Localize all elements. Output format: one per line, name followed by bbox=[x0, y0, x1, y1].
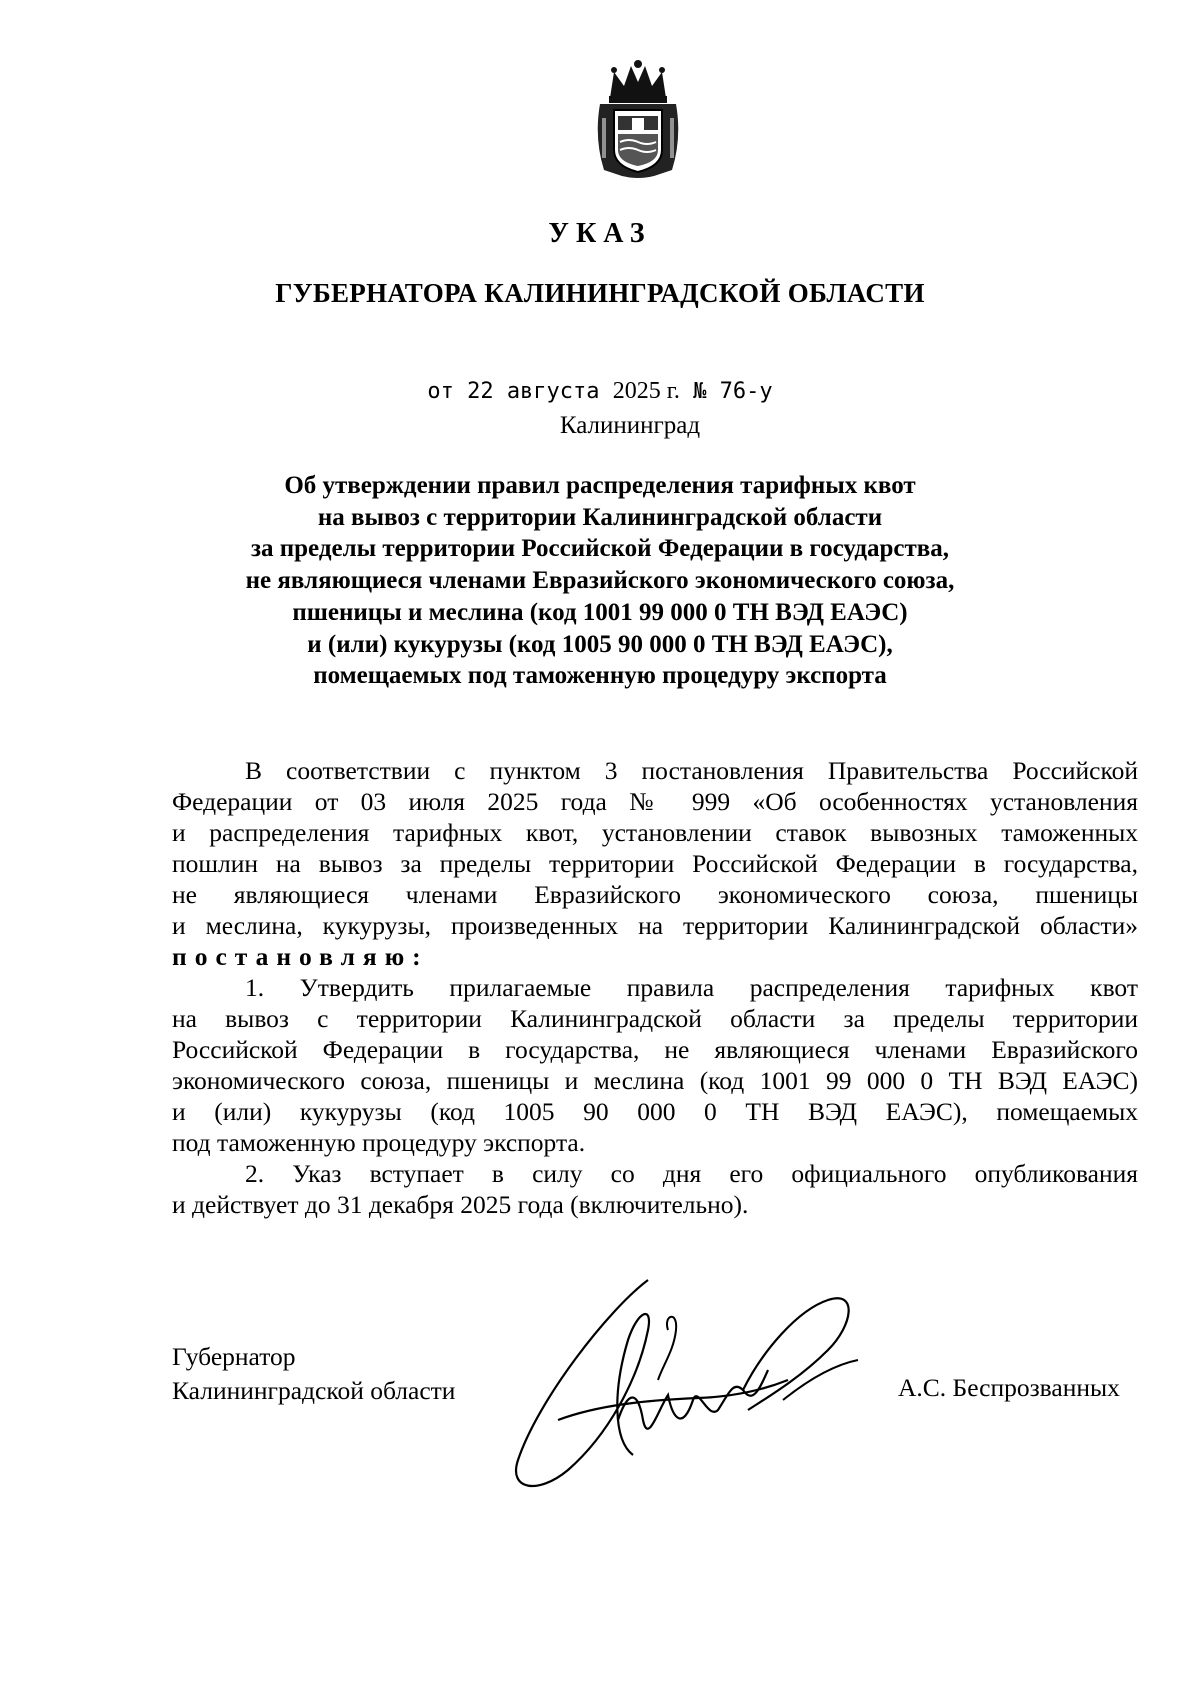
date-text: от 22 августа bbox=[427, 379, 600, 404]
item-2-paragraph bbox=[172, 1158, 1138, 1220]
item-1-paragraph bbox=[172, 972, 1138, 1158]
item-2-line: 2. Указ вступает в силу со дня его официального опубликования bbox=[245, 1159, 1138, 1188]
preamble-paragraph bbox=[172, 755, 1138, 972]
item-1-line: под таможенную процедуру экспорта. bbox=[172, 1128, 586, 1157]
place-of-issue: Калининград bbox=[559, 412, 701, 439]
preamble-line: не являющиеся членами Евразийского экономического союза, пшеницы bbox=[172, 880, 1138, 909]
item-1-line: на вывоз с территории Калининградской области за пределы территории bbox=[172, 1004, 1138, 1033]
signatory-name: А.С. Беспрозванных bbox=[898, 1373, 1120, 1402]
position-line: Калининградской области bbox=[172, 1376, 456, 1405]
signatory-position bbox=[172, 1340, 455, 1408]
title-line: и (или) кукурузы (код 1005 90 000 0 ТН ВЭД ЕАЭС), bbox=[307, 630, 893, 658]
item-1-line: экономического союза, пшеницы и меслина (код 1001 99 000 0 ТН ВЭД ЕАЭС) bbox=[172, 1066, 1138, 1095]
title-line: на вывоз с территории Калининградской области bbox=[317, 503, 883, 531]
preamble-line: В соответствии с пунктом 3 постановления Правительства Российской bbox=[245, 756, 1138, 785]
preamble-line: и меслина, кукурузы, произведенных на территории Калининградской области» bbox=[172, 911, 1138, 940]
position-line: Губернатор bbox=[172, 1342, 296, 1371]
item-2-line: и действует до 31 декабря 2025 года (включительно). bbox=[172, 1190, 749, 1219]
title-line: не являющиеся членами Евразийского экономического союза, bbox=[245, 567, 955, 595]
preamble-line: и распределения тарифных квот, установлении ставок вывозных таможенных bbox=[172, 818, 1138, 847]
item-1-line: Российской Федерации в государства, не являющиеся членами Евразийского bbox=[172, 1035, 1138, 1064]
preamble-line: Федерации от 03 июля 2025 года № 999 «Об особенностях установления bbox=[172, 787, 1138, 816]
signature-icon bbox=[498, 1270, 878, 1500]
date-number-line bbox=[0, 378, 1200, 405]
document-number: № 76-у bbox=[693, 379, 773, 404]
item-1-line: и (или) кукурузы (код 1005 90 000 0 ТН ВЭД ЕАЭС), помещаемых bbox=[172, 1097, 1138, 1126]
preamble-line: пошлин на вывоз за пределы территории Российской Федерации в государства, bbox=[172, 849, 1138, 878]
coat-of-arms-icon bbox=[592, 58, 684, 180]
issuer-title: ГУБЕРНАТОРА КАЛИНИНГРАДСКОЙ ОБЛАСТИ bbox=[275, 278, 925, 308]
decree-word: постановляю: bbox=[172, 942, 429, 971]
item-1-line: 1. Утвердить прилагаемые правила распределения тарифных квот bbox=[245, 973, 1138, 1002]
document-title bbox=[100, 470, 1100, 692]
year-text: 2025 г. bbox=[612, 378, 680, 404]
title-line: пшеницы и меслина (код 1001 99 000 0 ТН ВЭД ЕАЭС) bbox=[292, 598, 908, 626]
title-line: за пределы территории Российской Федерации в государства, bbox=[250, 535, 950, 563]
title-line: помещаемых под таможенную процедуру экспорта bbox=[313, 662, 887, 690]
document-type: УКАЗ bbox=[548, 218, 652, 249]
title-line: Об утверждении правил распределения тарифных квот bbox=[284, 472, 916, 499]
